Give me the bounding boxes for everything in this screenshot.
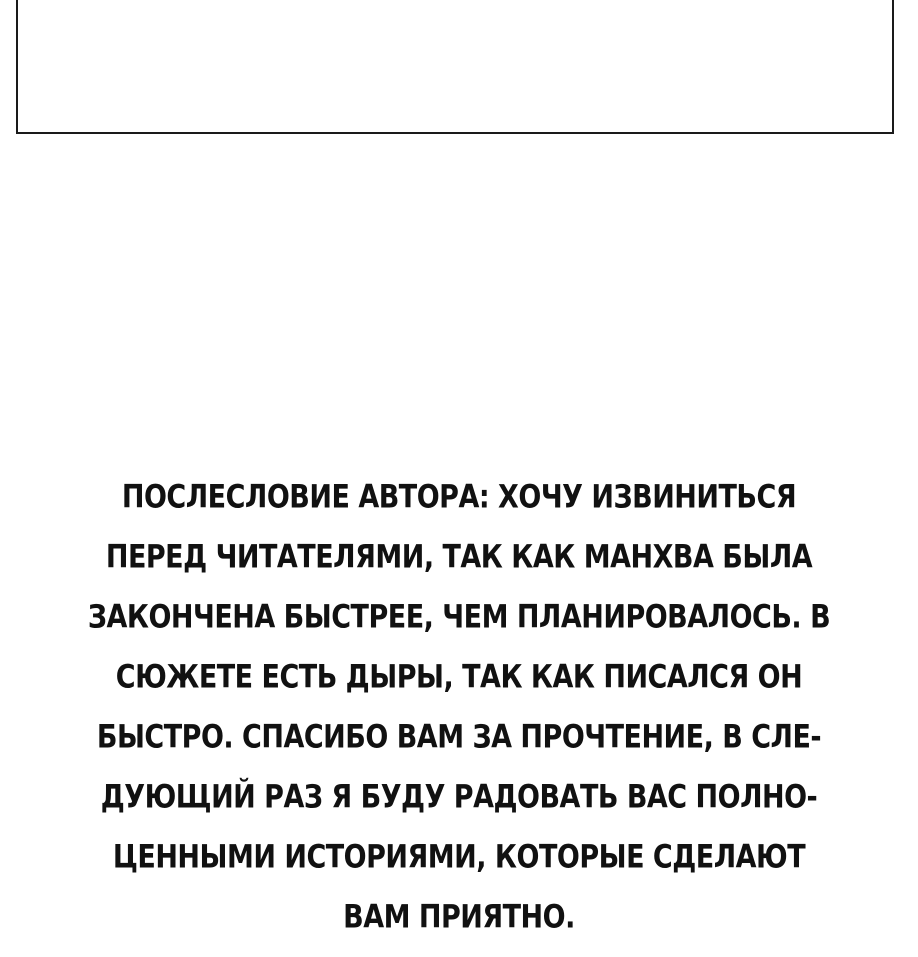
comic-panel-frame xyxy=(16,0,894,134)
afterword-line: ЗАКОНЧЕНА БЫСТРЕЕ, ЧЕМ ПЛАНИРОВАЛОСЬ. В xyxy=(87,599,831,636)
afterword-line: ВАМ ПРИЯТНО. xyxy=(343,899,575,936)
author-afterword-text xyxy=(0,468,918,948)
afterword-line: БЫСТРО. СПАСИБО ВАМ ЗА ПРОЧТЕНИЕ, В СЛЕ- xyxy=(96,719,822,756)
afterword-line: ПЕРЕД ЧИТАТЕЛЯМИ, ТАК КАК МАНХВА БЫЛА xyxy=(105,539,813,576)
afterword-line: ПОСЛЕСЛОВИЕ АВТОРА: ХОЧУ ИЗВИНИТЬСЯ xyxy=(121,479,797,516)
afterword-line: СЮЖЕТЕ ЕСТЬ ДЫРЫ, ТАК КАК ПИСАЛСЯ ОН xyxy=(115,659,803,696)
afterword-line: ДУЮЩИЙ РАЗ Я БУДУ РАДОВАТЬ ВАС ПОЛНО- xyxy=(100,779,818,816)
afterword-line: ЦЕННЫМИ ИСТОРИЯМИ, КОТОРЫЕ СДЕЛАЮТ xyxy=(112,839,806,876)
